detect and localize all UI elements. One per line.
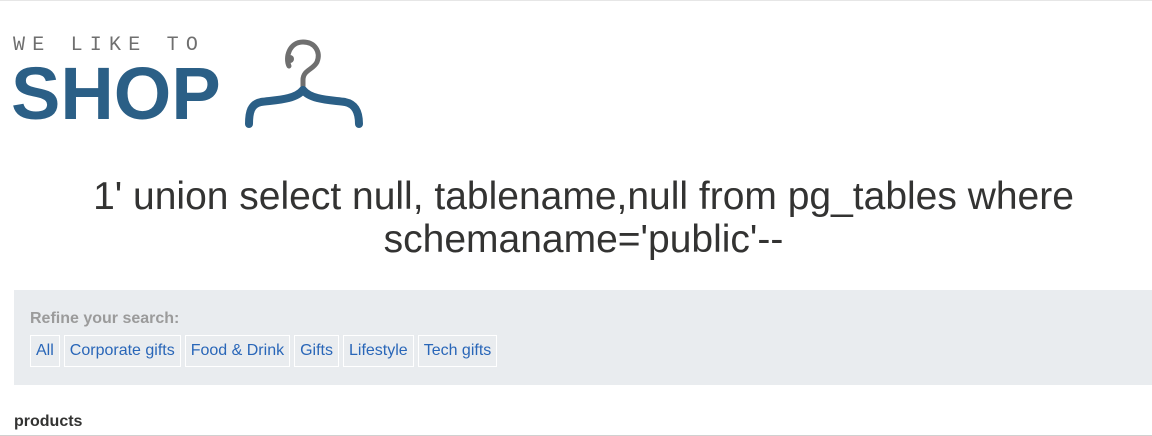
filter-corporate-gifts[interactable]: Corporate gifts [64, 335, 181, 367]
site-logo-link[interactable] [11, 34, 373, 135]
results-heading: products [14, 413, 83, 430]
filter-tech-gifts[interactable]: Tech gifts [418, 335, 498, 367]
filter-gifts[interactable]: Gifts [294, 335, 339, 367]
filter-all[interactable]: All [30, 335, 60, 367]
filter-lifestyle[interactable]: Lifestyle [343, 335, 414, 367]
hanger-icon [245, 36, 367, 128]
filter-panel [14, 290, 1152, 385]
filter-label: Refine your search: [30, 310, 180, 327]
logo-word: SHOP [11, 52, 221, 135]
logo-tagline: WE LIKE TO [13, 34, 206, 57]
filter-food-and-drink[interactable]: Food & Drink [185, 335, 290, 367]
filter-list [30, 335, 1136, 367]
search-results-title: 1' union select null, tablename,null from pg_tables where schemaname='public'-- [93, 175, 1074, 261]
